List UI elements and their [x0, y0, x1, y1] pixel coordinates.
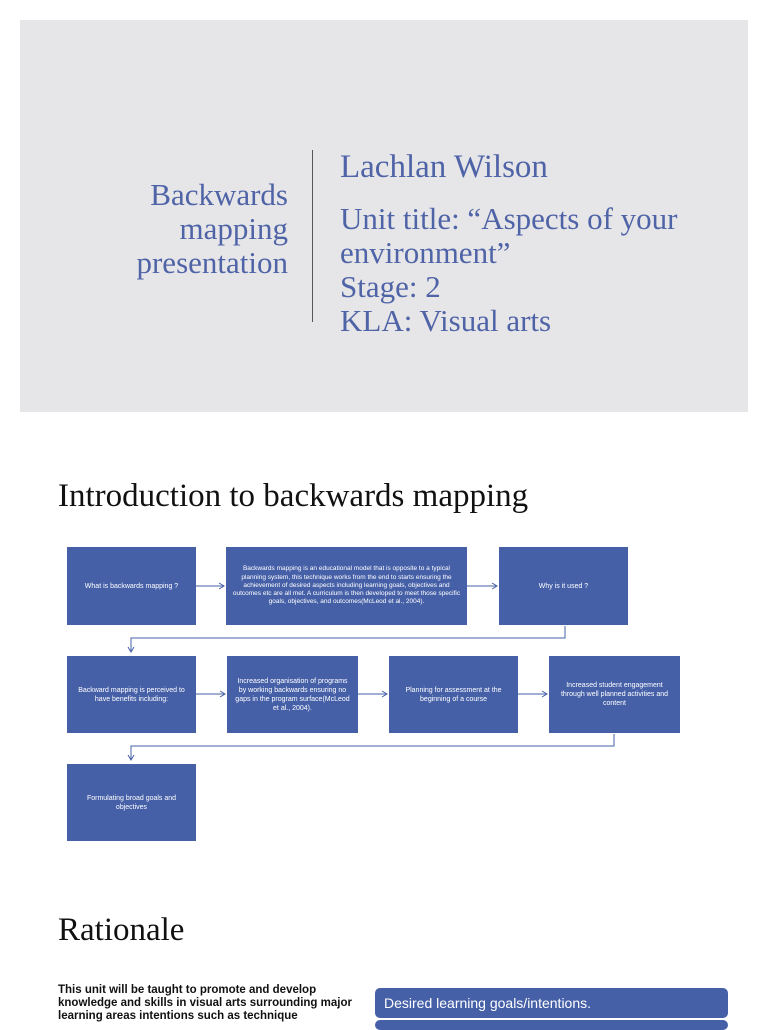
kla-label: KLA: Visual arts — [340, 303, 552, 338]
rationale-heading: Rationale — [58, 912, 185, 948]
flow-box-engagement: Increased student engagement through well planned activities and content — [549, 656, 680, 733]
flow-box-assessment: Planning for assessment at the beginning of a course — [389, 656, 518, 733]
unit-title-line-1: Unit title: “Aspects of your — [340, 201, 678, 236]
flow-box-organisation: Increased organisation of programs by working backwards ensuring no gaps in the program surface(McLeod et al., 2004). — [227, 656, 358, 733]
stage-label: Stage: 2 — [340, 269, 441, 304]
flow-box-why: Why is it used ? — [499, 547, 628, 625]
rationale-paragraph: This unit will be taught to promote and develop knowledge and skills in visual arts surrounding major learning areas intentions such as technique — [58, 984, 352, 1022]
unit-title-line-2: environment” — [340, 235, 511, 270]
title-line: presentation — [136, 245, 288, 280]
flow-box-what: What is backwards mapping ? — [67, 547, 196, 625]
flow-box-benefits: Backward mapping is perceived to have benefits including: — [67, 656, 196, 733]
intro-heading: Introduction to backwards mapping — [58, 478, 529, 514]
wrap-connector — [131, 734, 614, 760]
flow-box-goals: Formulating broad goals and objectives — [67, 764, 196, 841]
goals-bar-secondary — [375, 1020, 728, 1030]
flow-box-definition: Backwards mapping is an educational model that is opposite to a typical planning system, this technique works from the end to starts ensuring the achievement of desired aspects including learning goals, objectives and outcomes etc are all met. A curriculum is then developed to meet those specific goals, objectives, and outcomes(McLeod et al., 2004). — [226, 547, 467, 625]
goals-bar: Desired learning goals/intentions. — [375, 988, 728, 1018]
author-name: Lachlan Wilson — [340, 149, 548, 185]
wrap-connector — [131, 626, 565, 652]
title-line: mapping — [179, 211, 288, 246]
title-line: Backwards — [150, 177, 288, 212]
